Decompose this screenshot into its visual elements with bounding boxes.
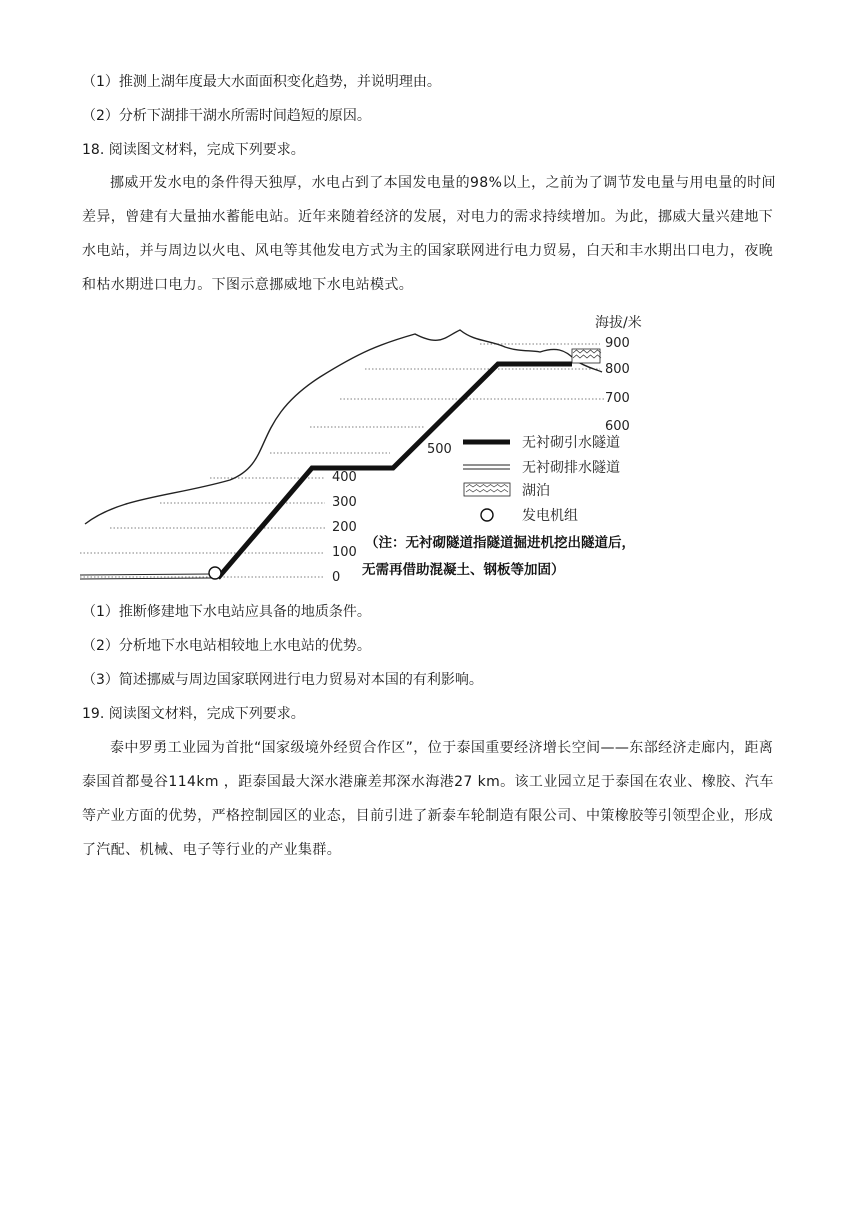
tick-0: 0 [332, 570, 341, 585]
legend-generator-swatch [481, 509, 493, 521]
tick-100: 100 [332, 545, 357, 560]
tick-800: 800 [605, 362, 630, 377]
tick-200: 200 [332, 520, 357, 535]
drainage-tunnel [80, 574, 212, 579]
figure-note-line2: 无需再借助混凝土、钢板等加固） [362, 562, 565, 578]
tick-500: 500 [427, 442, 452, 457]
tick-300: 300 [332, 495, 357, 510]
q18-sub1: （1）推断修建地下水电站应具备的地质条件。 [82, 604, 371, 620]
generator-unit [209, 567, 221, 579]
q17-sub1: （1）推测上湖年度最大水面面积变化趋势，并说明理由。 [82, 74, 441, 90]
legend-drain-label: 无衬砌排水隧道 [522, 460, 620, 476]
legend-intake-label: 无衬砌引水隧道 [522, 435, 620, 451]
legend-lake-label: 湖泊 [522, 483, 550, 499]
legend [463, 434, 620, 524]
legend-lake-swatch [464, 483, 510, 496]
tick-700: 700 [605, 391, 630, 406]
q19-heading: 19. 阅读图文材料，完成下列要求。 [82, 706, 305, 722]
hydropower-station-diagram [80, 312, 680, 592]
figure-note-line1: （注：无衬砌隧道指隧道掘进机挖出隧道后， [365, 535, 635, 551]
tick-600: 600 [605, 419, 630, 434]
q18-sub2: （2）分析地下水电站相较地上水电站的优势。 [82, 638, 371, 654]
q19-paragraph: 泰中罗勇工业园为首批“国家级境外经贸合作区”，位于泰国重要经济增长空间——东部经济走廊内，距离泰国首都曼谷114km ，距泰国最大深水港廉差邦深水海港27 km。该工业园立足于泰国在农业、橡胶、汽车等产业方面的优势，严格控制园区的业态，目前引进了新泰车轮制造有限公司、中策橡胶等引领型企业，形成了汽配、机械、电子等行业的产业集群。 [82, 740, 774, 858]
tick-900: 900 [605, 336, 630, 351]
legend-generator-label: 发电机组 [522, 508, 578, 524]
q17-sub2: （2）分析下湖排干湖水所需时间趋短的原因。 [82, 108, 371, 124]
q18-sub3: （3）简述挪威与周边国家联网进行电力贸易对本国的有利影响。 [82, 672, 483, 688]
tick-400: 400 [332, 470, 357, 485]
axis-title: 海拔/米 [595, 315, 642, 331]
q18-heading: 18. 阅读图文材料，完成下列要求。 [82, 142, 305, 158]
q18-paragraph: 挪威开发水电的条件得天独厚，水电占到了本国发电量的98%以上，之前为了调节发电量与用电量的时间差异，曾建有大量抽水蓄能电站。近年来随着经济的发展，对电力的需求持续增加。为此，挪威大量兴建地下水电站，并与周边以火电、风电等其他发电方式为主的国家联网进行电力贸易，白天和丰水期出口电力，夜晚和枯水期进口电力。下图示意挪威地下水电站模式。 [82, 175, 776, 293]
